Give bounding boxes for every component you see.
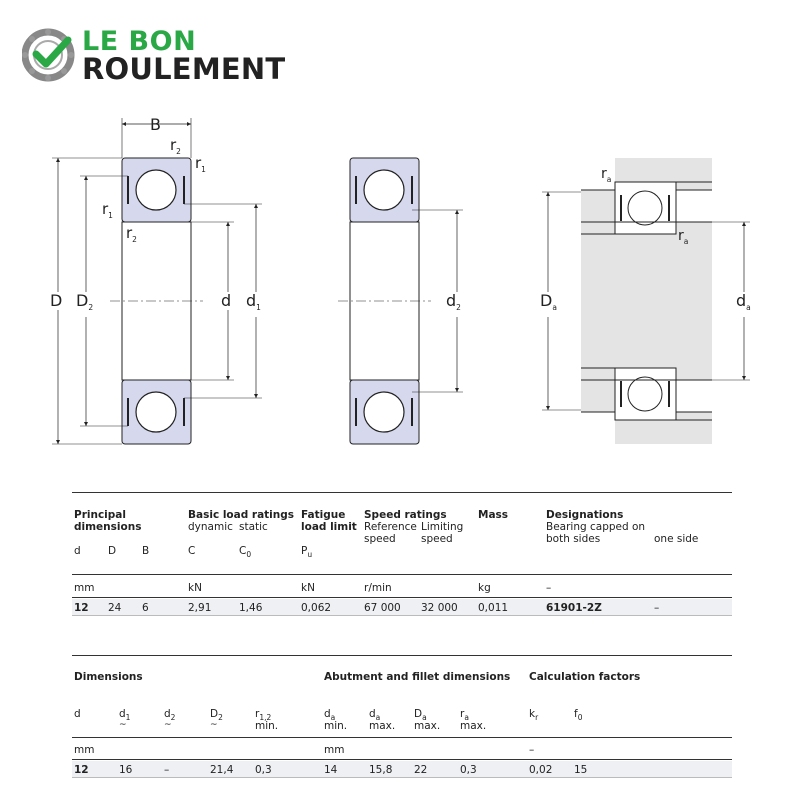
- unit2-mm-2: mm: [324, 744, 345, 756]
- label-d2: $d_2$: [446, 292, 461, 317]
- sym2-da-min: min.: [324, 720, 348, 732]
- cell2-kr: 0,02: [529, 764, 553, 776]
- table2-mid-rule: [72, 737, 732, 738]
- cell-Pu: 0,062: [301, 602, 332, 614]
- cell-B: 6: [142, 602, 149, 614]
- table2-row-shade: [72, 761, 732, 777]
- sym2-D2: $D_2$: [210, 708, 223, 723]
- cell2-d: 12: [74, 764, 89, 776]
- bearing-drawing: [0, 100, 800, 460]
- label-da: $d_a$: [736, 292, 751, 317]
- unit-kg: kg: [478, 582, 491, 594]
- sym2-r12: $r_{1,2}$: [255, 708, 272, 723]
- h-capped-1: Bearing capped on: [546, 521, 646, 533]
- label-r2-mid: $r_2$: [126, 224, 137, 244]
- sym2-da-max: max.: [369, 720, 396, 732]
- cell2-D2: 21,4: [210, 764, 234, 776]
- label-D: D: [50, 291, 63, 310]
- cell2-da-max: 15,8: [369, 764, 393, 776]
- table1-mid-rule: [72, 574, 732, 575]
- cell-lim-speed: 32 000: [421, 602, 458, 614]
- label-ra-top: $r_a$: [601, 166, 612, 184]
- sym2-da: $d_a$: [324, 708, 336, 723]
- logo-line-2: ROULEMENT: [82, 52, 286, 86]
- unit2-dash: –: [529, 744, 535, 756]
- sym-D: D: [108, 545, 117, 557]
- h2-abutment: Abutment and fillet dimensions: [324, 671, 511, 683]
- table1-row-shade: [72, 599, 732, 615]
- label-d1: $d_1$: [246, 292, 261, 317]
- mounting-section: [542, 158, 750, 444]
- h2-dimensions: Dimensions: [74, 671, 143, 683]
- label-r2-top: $r_2$: [170, 136, 181, 156]
- cell2-da-min: 14: [324, 764, 338, 776]
- cell-ref-speed: 67 000: [364, 602, 401, 614]
- h2-calc: Calculation factors: [529, 671, 641, 683]
- h-designations: Designations: [546, 509, 624, 521]
- table1-top-rule: [72, 492, 732, 493]
- label-Da: $D_a$: [540, 292, 557, 317]
- cell-C0: 1,46: [239, 602, 263, 614]
- table1-bottom-rule: [72, 615, 732, 616]
- label-r1-mid: $r_1$: [102, 200, 113, 220]
- sym2-da2: $d_a$: [369, 708, 381, 723]
- table1-unit-rule: [72, 597, 732, 598]
- h-static: static: [239, 521, 268, 533]
- cell2-f0: 15: [574, 764, 588, 776]
- h-capped-2: both sides: [546, 533, 601, 545]
- label-d: d: [221, 291, 232, 310]
- logo-line-1: LE BON: [82, 26, 197, 57]
- brand-logo: [22, 26, 302, 86]
- unit-kN-2: kN: [301, 582, 315, 594]
- h-one-side: one side: [654, 533, 699, 545]
- h-dimensions: dimensions: [74, 521, 142, 533]
- sym2-d1: $d_1$: [119, 708, 131, 723]
- sym-C: C: [188, 545, 196, 557]
- sym2-D2-approx: ~: [210, 720, 218, 730]
- cell2-d2: –: [164, 764, 170, 776]
- h-limiting-speed: speed: [421, 533, 453, 545]
- unit-mm: mm: [74, 582, 95, 594]
- sym2-kr: $k_r$: [529, 708, 539, 723]
- h-fatigue: Fatigue: [301, 509, 346, 521]
- cell-designation[interactable]: 61901-2Z: [546, 602, 602, 614]
- h-mass: Mass: [478, 509, 509, 521]
- h-basic-load: Basic load ratings: [188, 509, 295, 521]
- h-speed: Speed ratings: [364, 509, 447, 521]
- sym2-f0: $f_0$: [574, 708, 583, 723]
- bearing-section-2: [338, 158, 463, 444]
- sym2-d1-approx: ~: [119, 720, 127, 730]
- sym-B: B: [142, 545, 150, 557]
- cell-C: 2,91: [188, 602, 212, 614]
- cell2-ra-max: 0,3: [460, 764, 477, 776]
- unit-rmin: r/min: [364, 582, 392, 594]
- unit-dash: –: [546, 582, 552, 594]
- label-D2: $D_2$: [76, 292, 93, 317]
- cell-D: 24: [108, 602, 122, 614]
- label-B: B: [150, 115, 161, 134]
- sym-C0: $C_0$: [239, 545, 252, 560]
- sym2-d: d: [74, 708, 81, 720]
- h-limiting: Limiting: [421, 521, 464, 533]
- sym2-d2: $d_2$: [164, 708, 176, 723]
- h-reference-speed: speed: [364, 533, 396, 545]
- cell2-r12: 0,3: [255, 764, 272, 776]
- sym2-ra-max: max.: [460, 720, 487, 732]
- h-dynamic: dynamic: [188, 521, 233, 533]
- table2-unit-rule: [72, 759, 732, 760]
- sym2-Da: $D_a$: [414, 708, 427, 723]
- cell2-d1: 16: [119, 764, 133, 776]
- unit2-mm: mm: [74, 744, 95, 756]
- sym2-ra: $r_a$: [460, 708, 469, 723]
- sym2-r12-min: min.: [255, 720, 279, 732]
- table2-top-rule: [72, 655, 732, 656]
- cell-d: 12: [74, 602, 89, 614]
- label-r1-top: $r_1$: [195, 154, 206, 174]
- sym-d: d: [74, 545, 81, 557]
- unit-kN: kN: [188, 582, 202, 594]
- bearing-section-1: [52, 115, 262, 444]
- h-load-limit: load limit: [301, 521, 357, 533]
- label-ra-mid: $r_a$: [678, 228, 689, 246]
- h-reference: Reference: [364, 521, 417, 533]
- cell2-Da-max: 22: [414, 764, 428, 776]
- sym2-Da-max: max.: [414, 720, 441, 732]
- sym2-d2-approx: ~: [164, 720, 172, 730]
- cell-mass: 0,011: [478, 602, 509, 614]
- cell-one-side: –: [654, 602, 660, 614]
- h-principal: Principal: [74, 509, 126, 521]
- sym-Pu: $P_u$: [301, 545, 313, 560]
- table2-bottom-rule: [72, 777, 732, 778]
- bearing-check-icon: [22, 28, 78, 84]
